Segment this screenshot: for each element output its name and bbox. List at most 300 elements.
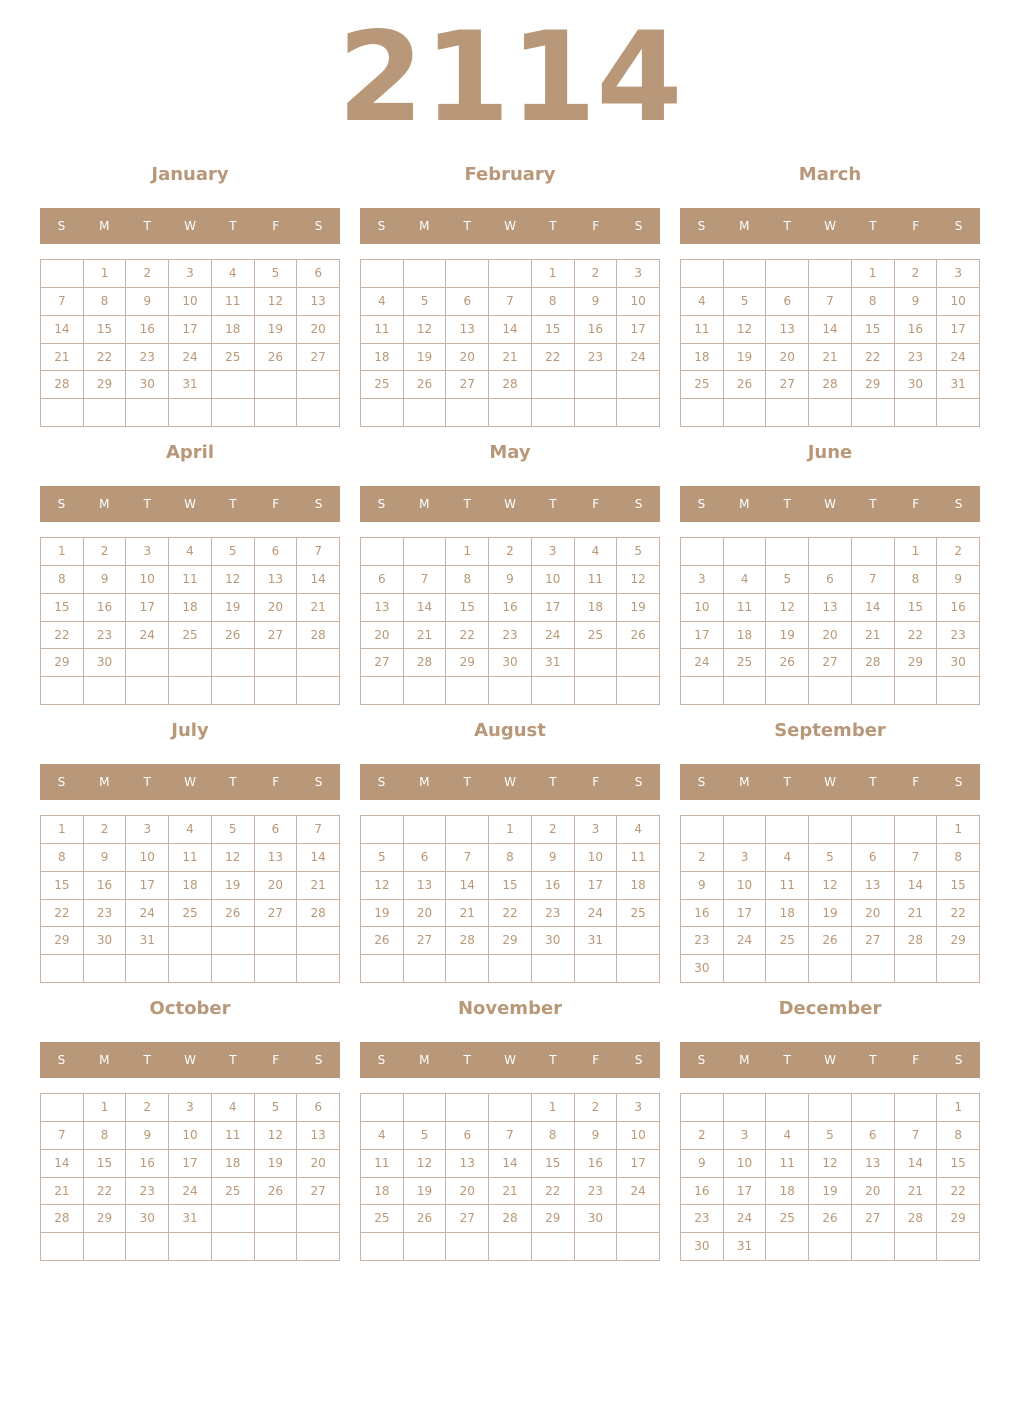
day-cell: 17 bbox=[617, 1150, 660, 1178]
empty-day-cell bbox=[852, 1233, 895, 1261]
day-cell: 29 bbox=[489, 927, 532, 955]
empty-day-cell bbox=[681, 260, 724, 288]
weekday-label: W bbox=[184, 1053, 196, 1067]
day-cell: 28 bbox=[446, 927, 489, 955]
month-name: March bbox=[798, 164, 862, 185]
weekday-label: T bbox=[143, 497, 151, 511]
day-cell: 5 bbox=[404, 1122, 447, 1150]
day-cell: 24 bbox=[617, 1178, 660, 1206]
empty-day-cell bbox=[297, 1233, 340, 1261]
day-cell: 5 bbox=[212, 816, 255, 844]
empty-day-cell bbox=[766, 1233, 809, 1261]
day-cell: 1 bbox=[84, 1094, 127, 1122]
weekday-label: F bbox=[272, 497, 280, 511]
day-cell: 11 bbox=[212, 1122, 255, 1150]
empty-day-cell bbox=[446, 1094, 489, 1122]
empty-day-cell bbox=[255, 399, 298, 427]
day-cell: 7 bbox=[446, 844, 489, 872]
day-cell: 15 bbox=[852, 316, 895, 344]
empty-day-cell bbox=[617, 927, 660, 955]
day-cell: 8 bbox=[41, 844, 84, 872]
day-cell: 16 bbox=[84, 594, 127, 622]
weekday-label: S bbox=[377, 219, 386, 233]
day-cell: 10 bbox=[169, 288, 212, 316]
day-cell: 31 bbox=[724, 1233, 767, 1261]
day-cell: 14 bbox=[446, 872, 489, 900]
empty-day-cell bbox=[169, 399, 212, 427]
day-cell: 31 bbox=[169, 371, 212, 399]
empty-day-cell bbox=[809, 1233, 852, 1261]
day-cell: 18 bbox=[169, 594, 212, 622]
day-cell: 17 bbox=[532, 594, 575, 622]
day-cell: 25 bbox=[212, 344, 255, 372]
weekday-header bbox=[360, 486, 660, 522]
day-cell: 19 bbox=[617, 594, 660, 622]
day-cell: 20 bbox=[446, 344, 489, 372]
weekday-label: S bbox=[57, 219, 66, 233]
day-cell: 23 bbox=[575, 344, 618, 372]
day-cell: 28 bbox=[489, 1205, 532, 1233]
day-cell: 14 bbox=[489, 1150, 532, 1178]
day-cell: 13 bbox=[404, 872, 447, 900]
day-grid bbox=[360, 1093, 660, 1261]
day-cell: 1 bbox=[489, 816, 532, 844]
weekday-label: T bbox=[463, 219, 471, 233]
day-cell: 22 bbox=[937, 900, 980, 928]
day-cell: 16 bbox=[681, 1178, 724, 1206]
day-cell: 7 bbox=[297, 816, 340, 844]
weekday-label: W bbox=[184, 775, 196, 789]
day-cell: 17 bbox=[617, 316, 660, 344]
day-cell: 18 bbox=[575, 594, 618, 622]
empty-day-cell bbox=[809, 816, 852, 844]
day-cell: 19 bbox=[255, 316, 298, 344]
day-cell: 18 bbox=[212, 316, 255, 344]
day-cell: 1 bbox=[446, 538, 489, 566]
day-cell: 16 bbox=[895, 316, 938, 344]
day-cell: 8 bbox=[489, 844, 532, 872]
empty-day-cell bbox=[404, 1094, 447, 1122]
day-cell: 14 bbox=[41, 316, 84, 344]
empty-day-cell bbox=[681, 1094, 724, 1122]
day-cell: 4 bbox=[617, 816, 660, 844]
day-cell: 16 bbox=[532, 872, 575, 900]
day-cell: 7 bbox=[852, 566, 895, 594]
day-cell: 29 bbox=[446, 649, 489, 677]
day-cell: 26 bbox=[255, 1178, 298, 1206]
empty-day-cell bbox=[126, 677, 169, 705]
day-cell: 12 bbox=[404, 1150, 447, 1178]
day-cell: 23 bbox=[681, 927, 724, 955]
weekday-label: T bbox=[869, 497, 877, 511]
day-cell: 11 bbox=[575, 566, 618, 594]
weekday-header bbox=[40, 764, 340, 800]
empty-day-cell bbox=[809, 260, 852, 288]
weekday-label: T bbox=[229, 775, 237, 789]
weekday-label: T bbox=[549, 497, 557, 511]
weekday-header bbox=[40, 1042, 340, 1078]
day-cell: 9 bbox=[937, 566, 980, 594]
empty-day-cell bbox=[766, 816, 809, 844]
day-cell: 30 bbox=[126, 1205, 169, 1233]
day-cell: 23 bbox=[681, 1205, 724, 1233]
empty-day-cell bbox=[575, 371, 618, 399]
day-cell: 26 bbox=[766, 649, 809, 677]
day-cell: 2 bbox=[575, 1094, 618, 1122]
weekday-label: S bbox=[697, 219, 706, 233]
day-cell: 7 bbox=[41, 288, 84, 316]
day-cell: 25 bbox=[575, 622, 618, 650]
day-cell: 17 bbox=[575, 872, 618, 900]
empty-day-cell bbox=[169, 955, 212, 983]
empty-day-cell bbox=[361, 955, 404, 983]
day-cell: 7 bbox=[489, 288, 532, 316]
day-cell: 4 bbox=[681, 288, 724, 316]
day-cell: 8 bbox=[937, 844, 980, 872]
empty-day-cell bbox=[404, 677, 447, 705]
empty-day-cell bbox=[255, 927, 298, 955]
day-cell: 8 bbox=[84, 1122, 127, 1150]
weekday-header bbox=[680, 208, 980, 244]
day-cell: 24 bbox=[532, 622, 575, 650]
day-cell: 14 bbox=[297, 844, 340, 872]
empty-day-cell bbox=[532, 399, 575, 427]
day-cell: 18 bbox=[617, 872, 660, 900]
day-cell: 20 bbox=[446, 1178, 489, 1206]
day-cell: 5 bbox=[617, 538, 660, 566]
day-cell: 27 bbox=[297, 344, 340, 372]
day-cell: 16 bbox=[126, 316, 169, 344]
empty-day-cell bbox=[724, 538, 767, 566]
empty-day-cell bbox=[404, 955, 447, 983]
day-cell: 15 bbox=[84, 316, 127, 344]
empty-day-cell bbox=[937, 677, 980, 705]
day-cell: 1 bbox=[852, 260, 895, 288]
month-name: October bbox=[149, 998, 231, 1019]
day-cell: 4 bbox=[212, 1094, 255, 1122]
weekday-label: T bbox=[143, 775, 151, 789]
empty-day-cell bbox=[724, 399, 767, 427]
weekday-label: F bbox=[912, 497, 920, 511]
day-cell: 26 bbox=[404, 1205, 447, 1233]
weekday-label: S bbox=[954, 219, 963, 233]
empty-day-cell bbox=[212, 677, 255, 705]
day-cell: 1 bbox=[41, 538, 84, 566]
weekday-label: M bbox=[739, 1053, 750, 1067]
day-cell: 12 bbox=[766, 594, 809, 622]
day-cell: 5 bbox=[809, 844, 852, 872]
day-cell: 19 bbox=[255, 1150, 298, 1178]
day-cell: 3 bbox=[126, 538, 169, 566]
empty-day-cell bbox=[809, 677, 852, 705]
empty-day-cell bbox=[297, 927, 340, 955]
empty-day-cell bbox=[852, 1094, 895, 1122]
empty-day-cell bbox=[766, 677, 809, 705]
weekday-label: S bbox=[954, 775, 963, 789]
day-cell: 10 bbox=[617, 288, 660, 316]
empty-day-cell bbox=[681, 399, 724, 427]
weekday-label: W bbox=[824, 219, 836, 233]
day-cell: 6 bbox=[255, 816, 298, 844]
day-cell: 24 bbox=[724, 927, 767, 955]
day-cell: 20 bbox=[297, 316, 340, 344]
weekday-header bbox=[360, 764, 660, 800]
weekday-label: W bbox=[824, 1053, 836, 1067]
weekday-label: S bbox=[697, 497, 706, 511]
weekday-header bbox=[360, 208, 660, 244]
day-cell: 15 bbox=[895, 594, 938, 622]
day-cell: 2 bbox=[489, 538, 532, 566]
day-cell: 1 bbox=[937, 1094, 980, 1122]
day-cell: 27 bbox=[809, 649, 852, 677]
day-cell: 15 bbox=[41, 594, 84, 622]
day-cell: 23 bbox=[489, 622, 532, 650]
day-cell: 27 bbox=[255, 900, 298, 928]
empty-day-cell bbox=[41, 399, 84, 427]
day-cell: 28 bbox=[297, 622, 340, 650]
empty-day-cell bbox=[361, 677, 404, 705]
day-cell: 3 bbox=[617, 260, 660, 288]
day-cell: 26 bbox=[617, 622, 660, 650]
empty-day-cell bbox=[297, 399, 340, 427]
day-cell: 25 bbox=[212, 1178, 255, 1206]
weekday-label: M bbox=[739, 775, 750, 789]
day-cell: 30 bbox=[532, 927, 575, 955]
day-cell: 5 bbox=[255, 1094, 298, 1122]
day-cell: 13 bbox=[446, 1150, 489, 1178]
empty-day-cell bbox=[404, 399, 447, 427]
month-name: April bbox=[165, 442, 215, 463]
weekday-label: T bbox=[869, 219, 877, 233]
day-cell: 20 bbox=[361, 622, 404, 650]
weekday-label: W bbox=[184, 497, 196, 511]
day-cell: 3 bbox=[617, 1094, 660, 1122]
day-cell: 29 bbox=[41, 649, 84, 677]
day-cell: 16 bbox=[575, 1150, 618, 1178]
day-cell: 11 bbox=[766, 1150, 809, 1178]
day-cell: 28 bbox=[297, 900, 340, 928]
day-cell: 9 bbox=[681, 1150, 724, 1178]
day-cell: 6 bbox=[852, 1122, 895, 1150]
empty-day-cell bbox=[169, 1233, 212, 1261]
day-cell: 8 bbox=[532, 288, 575, 316]
day-cell: 23 bbox=[895, 344, 938, 372]
weekday-label: T bbox=[463, 775, 471, 789]
day-cell: 11 bbox=[681, 316, 724, 344]
day-cell: 19 bbox=[809, 900, 852, 928]
empty-day-cell bbox=[852, 816, 895, 844]
day-cell: 14 bbox=[297, 566, 340, 594]
empty-day-cell bbox=[575, 649, 618, 677]
day-cell: 4 bbox=[766, 1122, 809, 1150]
day-cell: 16 bbox=[84, 872, 127, 900]
empty-day-cell bbox=[212, 399, 255, 427]
day-cell: 3 bbox=[169, 260, 212, 288]
day-cell: 30 bbox=[937, 649, 980, 677]
month-name: July bbox=[171, 720, 209, 741]
day-cell: 21 bbox=[41, 1178, 84, 1206]
day-cell: 22 bbox=[895, 622, 938, 650]
day-cell: 27 bbox=[446, 1205, 489, 1233]
day-cell: 28 bbox=[41, 371, 84, 399]
day-cell: 12 bbox=[809, 872, 852, 900]
empty-day-cell bbox=[809, 955, 852, 983]
day-cell: 20 bbox=[404, 900, 447, 928]
empty-day-cell bbox=[126, 1233, 169, 1261]
day-cell: 13 bbox=[809, 594, 852, 622]
weekday-label: T bbox=[143, 1053, 151, 1067]
day-cell: 27 bbox=[766, 371, 809, 399]
day-cell: 19 bbox=[766, 622, 809, 650]
day-cell: 17 bbox=[724, 900, 767, 928]
day-cell: 21 bbox=[489, 344, 532, 372]
weekday-label: S bbox=[314, 775, 323, 789]
day-cell: 15 bbox=[532, 1150, 575, 1178]
empty-day-cell bbox=[361, 1094, 404, 1122]
day-cell: 16 bbox=[126, 1150, 169, 1178]
empty-day-cell bbox=[255, 677, 298, 705]
day-cell: 1 bbox=[532, 260, 575, 288]
day-cell: 27 bbox=[852, 927, 895, 955]
day-cell: 5 bbox=[255, 260, 298, 288]
day-cell: 20 bbox=[809, 622, 852, 650]
day-cell: 29 bbox=[852, 371, 895, 399]
day-cell: 25 bbox=[766, 927, 809, 955]
day-cell: 10 bbox=[937, 288, 980, 316]
day-cell: 7 bbox=[41, 1122, 84, 1150]
empty-day-cell bbox=[575, 399, 618, 427]
empty-day-cell bbox=[255, 371, 298, 399]
day-cell: 24 bbox=[169, 1178, 212, 1206]
day-cell: 21 bbox=[404, 622, 447, 650]
day-cell: 2 bbox=[575, 260, 618, 288]
day-cell: 12 bbox=[404, 316, 447, 344]
weekday-label: M bbox=[99, 775, 110, 789]
empty-day-cell bbox=[617, 649, 660, 677]
weekday-label: T bbox=[229, 219, 237, 233]
day-cell: 30 bbox=[895, 371, 938, 399]
day-cell: 19 bbox=[404, 344, 447, 372]
empty-day-cell bbox=[84, 677, 127, 705]
day-cell: 12 bbox=[255, 288, 298, 316]
day-grid bbox=[40, 259, 340, 427]
day-cell: 21 bbox=[41, 344, 84, 372]
day-cell: 10 bbox=[724, 1150, 767, 1178]
day-cell: 4 bbox=[575, 538, 618, 566]
day-cell: 22 bbox=[446, 622, 489, 650]
day-cell: 10 bbox=[681, 594, 724, 622]
weekday-label: T bbox=[549, 775, 557, 789]
day-cell: 14 bbox=[852, 594, 895, 622]
weekday-label: F bbox=[272, 775, 280, 789]
day-cell: 15 bbox=[937, 872, 980, 900]
weekday-label: S bbox=[57, 497, 66, 511]
day-cell: 10 bbox=[126, 844, 169, 872]
day-cell: 28 bbox=[41, 1205, 84, 1233]
empty-day-cell bbox=[41, 260, 84, 288]
day-cell: 10 bbox=[617, 1122, 660, 1150]
day-cell: 20 bbox=[766, 344, 809, 372]
weekday-label: T bbox=[783, 1053, 791, 1067]
empty-day-cell bbox=[852, 955, 895, 983]
day-cell: 9 bbox=[532, 844, 575, 872]
weekday-label: S bbox=[697, 775, 706, 789]
empty-day-cell bbox=[297, 677, 340, 705]
month-name: May bbox=[489, 442, 531, 463]
day-cell: 13 bbox=[361, 594, 404, 622]
empty-day-cell bbox=[41, 1233, 84, 1261]
day-cell: 2 bbox=[532, 816, 575, 844]
day-cell: 8 bbox=[895, 566, 938, 594]
day-cell: 2 bbox=[126, 260, 169, 288]
day-cell: 11 bbox=[361, 1150, 404, 1178]
weekday-label: M bbox=[99, 497, 110, 511]
day-cell: 17 bbox=[169, 316, 212, 344]
weekday-label: W bbox=[504, 1053, 516, 1067]
weekday-label: T bbox=[143, 219, 151, 233]
day-cell: 29 bbox=[41, 927, 84, 955]
day-cell: 31 bbox=[169, 1205, 212, 1233]
empty-day-cell bbox=[41, 677, 84, 705]
empty-day-cell bbox=[852, 677, 895, 705]
day-cell: 12 bbox=[617, 566, 660, 594]
weekday-label: F bbox=[912, 219, 920, 233]
empty-day-cell bbox=[212, 371, 255, 399]
day-cell: 20 bbox=[255, 872, 298, 900]
day-cell: 1 bbox=[41, 816, 84, 844]
day-cell: 3 bbox=[681, 566, 724, 594]
day-cell: 6 bbox=[297, 260, 340, 288]
day-cell: 6 bbox=[446, 288, 489, 316]
day-cell: 9 bbox=[575, 288, 618, 316]
day-grid bbox=[40, 537, 340, 705]
day-cell: 24 bbox=[617, 344, 660, 372]
day-cell: 8 bbox=[532, 1122, 575, 1150]
empty-day-cell bbox=[617, 1205, 660, 1233]
day-cell: 9 bbox=[489, 566, 532, 594]
day-cell: 2 bbox=[84, 816, 127, 844]
day-cell: 7 bbox=[809, 288, 852, 316]
day-cell: 21 bbox=[895, 1178, 938, 1206]
day-cell: 4 bbox=[169, 816, 212, 844]
empty-day-cell bbox=[681, 538, 724, 566]
empty-day-cell bbox=[126, 649, 169, 677]
day-cell: 26 bbox=[404, 371, 447, 399]
empty-day-cell bbox=[126, 955, 169, 983]
empty-day-cell bbox=[212, 1233, 255, 1261]
day-cell: 10 bbox=[724, 872, 767, 900]
day-cell: 3 bbox=[575, 816, 618, 844]
weekday-label: T bbox=[783, 219, 791, 233]
day-cell: 20 bbox=[852, 1178, 895, 1206]
day-cell: 17 bbox=[126, 594, 169, 622]
empty-day-cell bbox=[937, 399, 980, 427]
day-cell: 18 bbox=[169, 872, 212, 900]
day-cell: 6 bbox=[446, 1122, 489, 1150]
day-cell: 2 bbox=[681, 1122, 724, 1150]
day-cell: 5 bbox=[724, 288, 767, 316]
day-cell: 2 bbox=[84, 538, 127, 566]
day-cell: 9 bbox=[126, 288, 169, 316]
weekday-label: S bbox=[954, 497, 963, 511]
empty-day-cell bbox=[84, 955, 127, 983]
weekday-label: S bbox=[314, 1053, 323, 1067]
day-cell: 4 bbox=[212, 260, 255, 288]
day-cell: 27 bbox=[404, 927, 447, 955]
day-cell: 4 bbox=[724, 566, 767, 594]
day-cell: 3 bbox=[126, 816, 169, 844]
weekday-label: S bbox=[697, 1053, 706, 1067]
